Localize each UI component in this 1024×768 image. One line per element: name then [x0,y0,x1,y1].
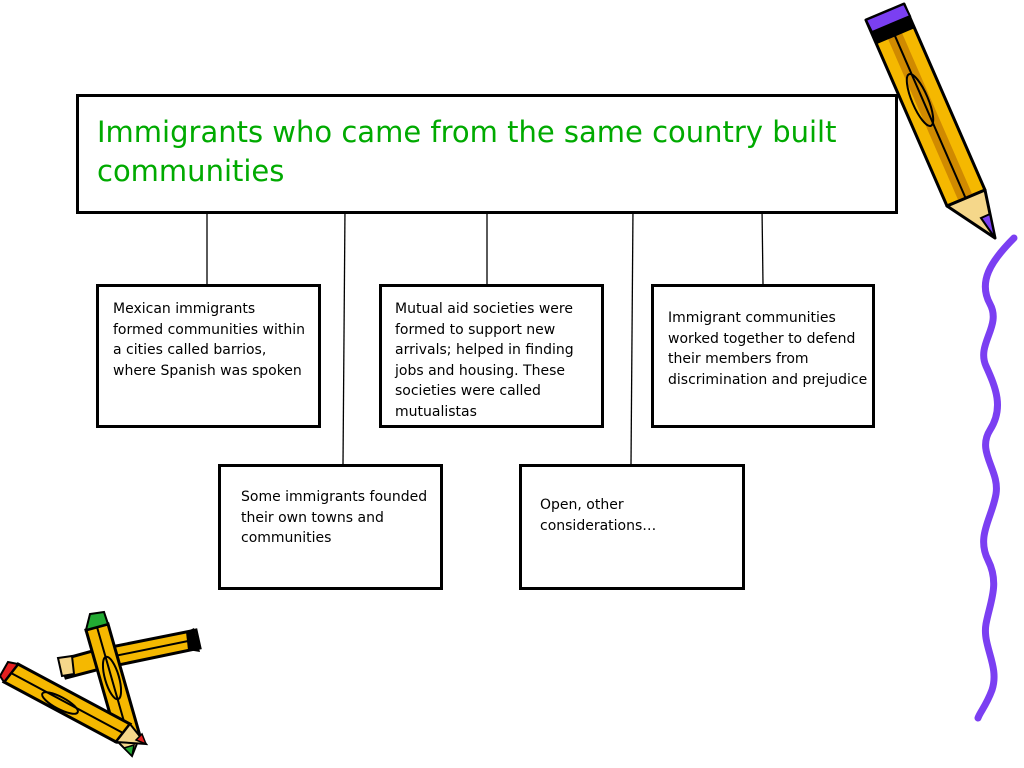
node-barrios-text: Mexican immigrants formed communities within a cities called barrios, where Spanish was spoken [113,301,305,379]
node-open-text: Open, other considerations… [540,497,657,534]
node-mutualistas-text: Mutual aid societies were formed to support new arrivals; helped in finding jobs and housing. These societies were called mutualistas [395,301,574,420]
node-defend-text: Immigrant communities worked together to defend their members from discrimination and prejudice [668,310,868,388]
node-towns-text: Some immigrants founded their own towns and communities [241,489,428,546]
diagram-title: Immigrants who came from the same country built communities [97,115,837,188]
